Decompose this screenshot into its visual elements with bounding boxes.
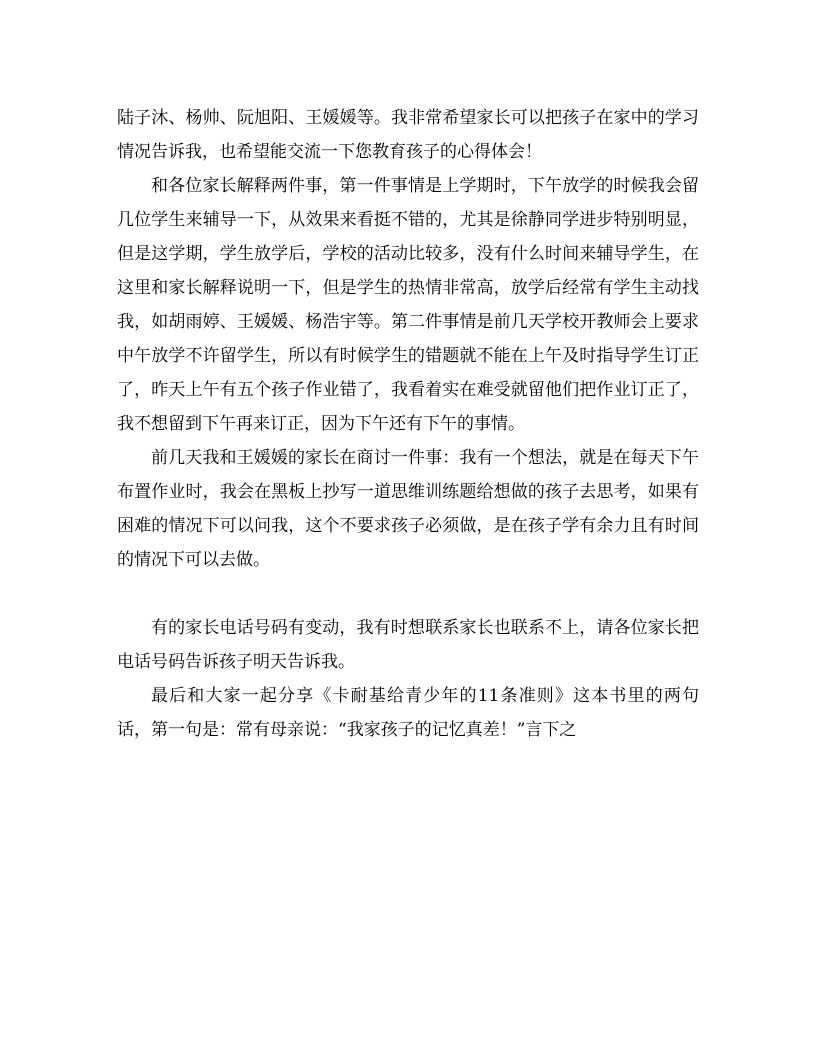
paragraph-1: 陆子沐、杨帅、阮旭阳、王媛媛等。我非常希望家长可以把孩子在家中的学习情况告诉我，也希望能交流一下您教育孩子的心得体会！	[117, 108, 699, 162]
document-body	[117, 101, 699, 747]
paragraph-2: 和各位家长解释两件事，第一件事情是上学期时，下午放学的时候我会留几位学生来辅导一下，从效果来看挺不错的，尤其是徐静同学进步特别明显，但是这学期，学生放学后，学校的活动比较多，没有什么时间来辅导学生，在这里和家长解释说明一下，但是学生的热情非常高，放学后经常有学生主动找我，如胡雨婷、王媛媛、杨浩宇等。第二件事情是前几天学校开教师会上要求中午放学不许留学生，所以有时候学生的错题就不能在上午及时指导学生订正了，昨天上午有五个孩子作业错了，我看着实在难受就留他们把作业订正了，我不想留到下午再来订正，因为下午还有下午的事情。	[117, 176, 699, 434]
paragraph-4: 有的家长电话号码有变动，我有时想联系家长也联系不上，请各位家长把电话号码告诉孩子明天告诉我。	[117, 618, 699, 672]
paragraph-5: 最后和大家一起分享《卡耐基给青少年的11条准则》这本书里的两句话，第一句是：常有母亲说：“我家孩子的记忆真差！”言下之	[117, 686, 699, 740]
paragraph-3: 前几天我和王媛媛的家长在商讨一件事：我有一个想法，就是在每天下午布置作业时，我会在黑板上抄写一道思维训练题给想做的孩子去思考，如果有困难的情况下可以问我，这个不要求孩子必须做，是在孩子学有余力且有时间的情况下可以去做。	[117, 448, 699, 570]
